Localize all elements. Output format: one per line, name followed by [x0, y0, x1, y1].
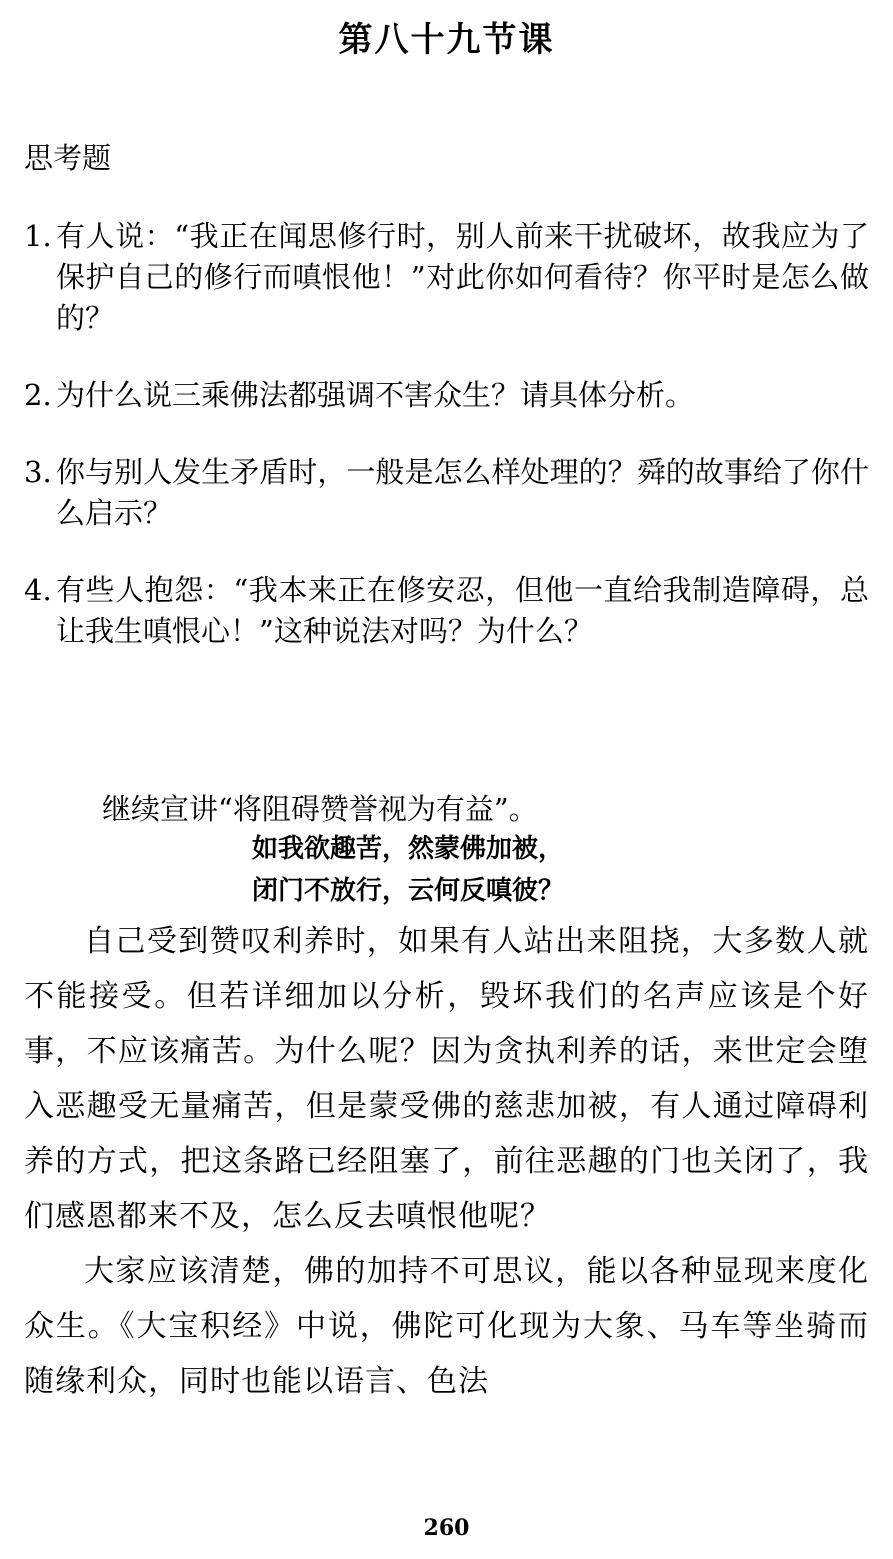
question-number: 1.	[24, 219, 52, 253]
verse-line: 闭门不放行，云何反嗔彼？	[252, 876, 565, 906]
question-number: 3.	[24, 455, 52, 489]
page-number: 260	[423, 1515, 470, 1541]
verse-line: 如我欲趣苦，然蒙佛加被，	[252, 834, 565, 864]
verse-block	[24, 828, 869, 912]
question-item	[24, 375, 869, 416]
question-text: 为什么说三乘佛法都强调不害众生？请具体分析。	[56, 378, 695, 412]
questions-heading: 思考题	[24, 141, 112, 175]
questions-list	[24, 216, 869, 652]
question-number: 2.	[24, 378, 52, 412]
question-text: 有人说：“我正在闻思修行时，别人前来干扰破坏，故我应为了保护自己的修行而嗔恨他！”对此你如何看待？你平时是怎么做的？	[56, 219, 869, 335]
body-paragraph: 大家应该清楚，佛的加持不可思议，能以各种显现来度化众生。《大宝积经》中说，佛陀可化现为大象、马车等坐骑而随缘利众，同时也能以语言、色法	[24, 1254, 869, 1399]
lecture-passage	[24, 784, 869, 1409]
question-text: 有些人抱怨：“我本来正在修安忍，但他一直给我制造障碍，总让我生嗔恨心！”这种说法对吗？为什么？	[56, 573, 869, 648]
question-number: 4.	[24, 573, 52, 607]
study-questions	[24, 138, 869, 652]
question-item	[24, 570, 869, 652]
question-item	[24, 216, 869, 339]
question-text: 你与别人发生矛盾时，一般是怎么样处理的？舜的故事给了你什么启示？	[56, 455, 869, 530]
page-title: 第八十九节课	[338, 20, 555, 60]
passage-intro: 继续宣讲“将阻碍赞誉视为有益”。	[102, 792, 538, 826]
body-paragraph: 自己受到赞叹利养时，如果有人站出来阻挠，大多数人就不能接受。但若详细加以分析，毁坏我们的名声应该是个好事，不应该痛苦。为什么呢？因为贪执利养的话，来世定会堕入恶趣受无量痛苦，但是蒙受佛的慈悲加被，有人通过障碍利养的方式，把这条路已经阻塞了，前往恶趣的门也关闭了，我们感恩都来不及，怎么反去嗔恨他呢？	[24, 924, 869, 1234]
question-item	[24, 452, 869, 534]
